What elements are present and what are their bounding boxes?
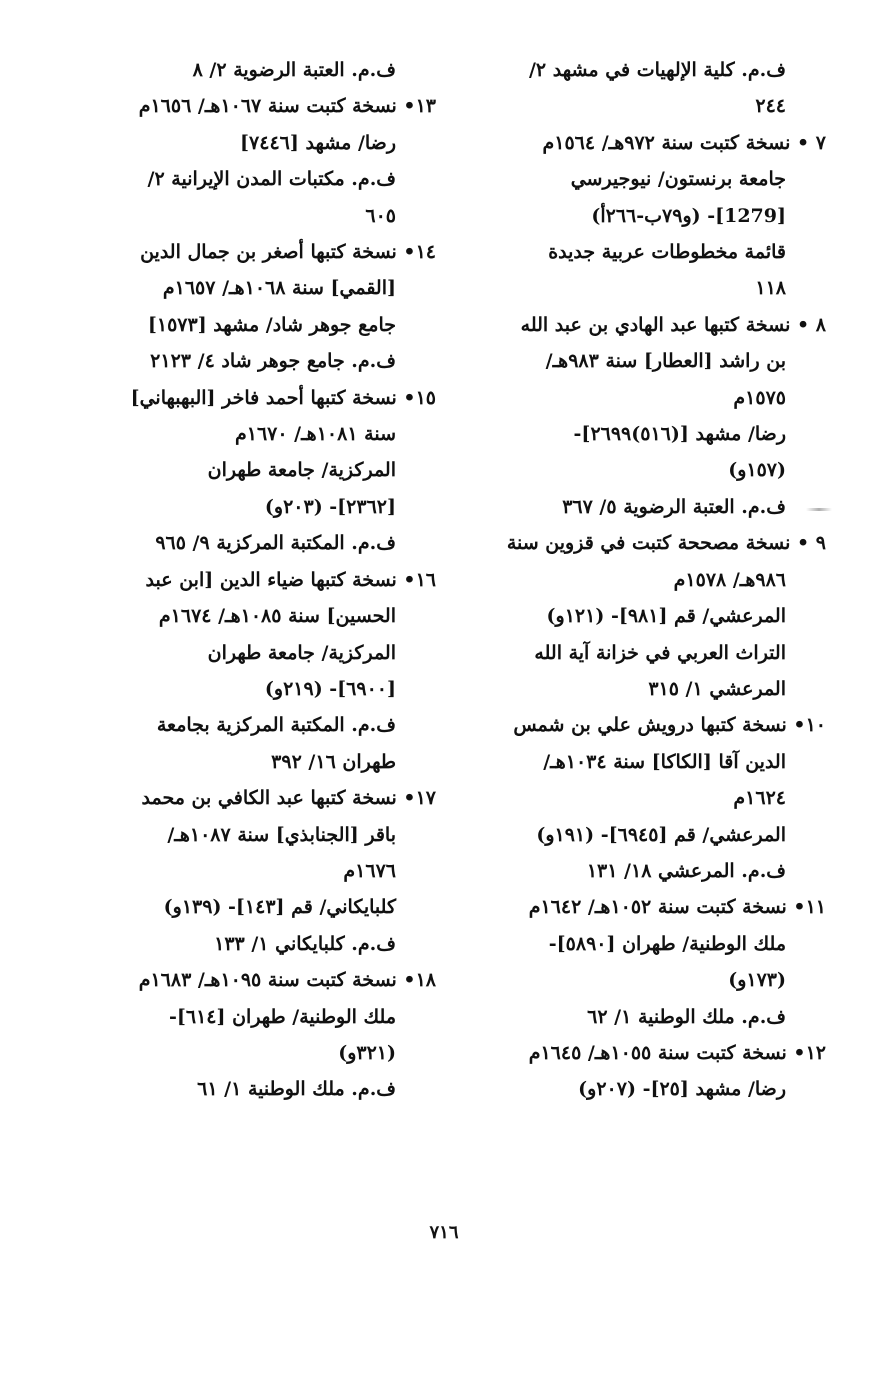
entry-continuation [486,52,826,125]
entry-heading: ١٤• نسخة كتبها أصغر بن جمال الدين [140,241,436,264]
left-column [96,52,436,1108]
entry-line: التراث العربي في خزانة آية الله [534,641,786,664]
entry-line: سنة ١٠٨١هـ/ ١٦٧٠م [234,423,396,446]
manuscript-entry [96,88,436,234]
entry-heading: ١٣• نسخة كتبت سنة ١٠٦٧هـ/ ١٦٥٦م [138,95,436,118]
entry-line: ف.م. العتبة الرضوية ٥/ ٣٦٧ [562,495,786,518]
manuscript-entry [96,380,436,562]
entry-line: ٩٨٦هـ/ ١٥٧٨م [673,568,786,591]
entry-line: ف.م. مكتبات المدن الإيرانية ٢/ [147,168,396,191]
entry-heading: ٩ • نسخة مصححة كتبت في قزوين سنة [506,532,826,555]
entry-line: ١٥٧٥م [733,386,786,409]
entry-heading: ١٨• نسخة كتبت سنة ١٠٩٥هـ/ ١٦٨٣م [138,969,436,992]
entry-line: الحسين] سنة ١٠٨٥هـ/ ١٦٧٤م [158,605,396,628]
entry-line: المرعشي/ قم [٩٨١]- (١٢١و) [546,605,786,628]
entry-line: [القمي] سنة ١٠٦٨هـ/ ١٦٥٧م [162,277,396,300]
manuscript-entry [486,889,826,1035]
entry-continuation [96,52,436,88]
manuscript-entry [96,562,436,780]
entry-line: ٦٠٥ [365,204,396,227]
entry-heading: ١٧• نسخة كتبها عبد الكافي بن محمد [141,787,436,810]
entry-line: ف.م. المرعشي ١٨/ ١٣١ [586,859,786,882]
entry-line: ١١٨ [755,277,786,300]
entry-line: المركزية/ جامعة طهران [207,459,396,482]
entry-line: ف.م. كلبايكاني ١/ ١٣٣ [214,932,396,955]
entry-line: المركزية/ جامعة طهران [207,641,396,664]
entry-line: ف.م. كلية الإلهيات في مشهد ٢/ [528,59,786,81]
entry-line: ف.م. ملك الوطنية ١/ ٦٢ [587,1005,786,1028]
entry-line: رضا/ مشهد [(٥١٦)٢٦٩٩]- [573,423,786,446]
entry-line: ف.م. المكتبة المركزية ٩/ ٩٦٥ [155,532,396,555]
entry-heading: ١٥• نسخة كتبها أحمد فاخر [البهبهاني] [130,386,436,409]
page-number: ٧١٦ [429,1222,459,1243]
entry-line: قائمة مخطوطات عربية جديدة [548,241,786,264]
entry-heading: ٧ • نسخة كتبت سنة ٩٧٢هـ/ ١٥٦٤م [542,131,826,154]
right-column [486,52,826,1108]
manuscript-entry [486,1035,826,1108]
entry-line: الدين آقا [الكاكا] سنة ١٠٣٤هـ/ [543,750,786,773]
entry-line: (٣٢١و) [338,1041,396,1064]
entry-line: ملك الوطنية/ طهران [٥٨٩٠]- [548,932,786,955]
entry-line: طهران ١٦/ ٣٩٢ [271,750,396,773]
entry-line: (١٧٣و) [728,969,786,992]
entry-line: ملك الوطنية/ طهران [٦١٤]- [168,1005,396,1028]
entry-heading: ١١• نسخة كتبت سنة ١٠٥٢هـ/ ١٦٤٢م [528,896,826,919]
entry-line: جامع جوهر شاد/ مشهد [١٥٧٣] [147,313,396,336]
entry-line: رضا/ مشهد [٢٥]- (٢٠٧و) [578,1078,786,1101]
entry-line: ٢٤٤ [755,95,786,118]
entry-line: المرعشي/ قم [٦٩٤٥]- (١٩١و) [536,823,786,846]
manuscript-entry [96,780,436,962]
entry-line: (١٥٧و) [728,459,786,482]
entry-line: [1279]- (و٧٩ب-٢٦٦أ) [591,204,786,227]
manuscript-entry [96,962,436,1108]
entry-line: كلبايكاني/ قم [١٤٣]- (١٣٩و) [163,896,396,919]
manuscript-entry [96,234,436,380]
entry-line: باقر [الجنابذي] سنة ١٠٨٧هـ/ [167,823,396,846]
entry-line: ف.م. ملك الوطنية ١/ ٦١ [197,1078,396,1101]
entry-line: جامعة برنستون/ نيوجيرسي [570,168,786,191]
manuscript-entry [486,307,826,525]
manuscript-entry [486,525,826,707]
entry-line: [٢٣٦٢]- (٢٠٣و) [264,495,396,518]
entry-line: ف.م. المكتبة المركزية بجامعة [156,714,396,737]
entry-line: المرعشي ١/ ٣١٥ [648,677,786,700]
manuscript-entry [486,125,826,307]
entry-line: [٦٩٠٠]- (٢١٩و) [264,677,396,700]
entry-line: ١٦٧٦م [343,859,396,882]
entry-heading: ١٠• نسخة كتبها درويش علي بن شمس [513,714,826,737]
entry-heading: ١٢• نسخة كتبت سنة ١٠٥٥هـ/ ١٦٤٥م [528,1041,826,1064]
manuscript-entry [486,707,826,889]
entry-line: ف.م. العتبة الرضوية ٢/ ٨ [192,59,396,81]
entry-line: رضا/ مشهد [٧٤٤٦] [240,131,396,154]
entry-heading: ٨ • نسخة كتبها عبد الهادي بن عبد الله [520,313,826,336]
entry-line: ١٦٢٤م [733,787,786,810]
scan-artifact [806,508,832,511]
entry-heading: ١٦• نسخة كتبها ضياء الدين [ابن عبد [145,568,436,591]
entry-line: بن راشد [العطار] سنة ٩٨٣هـ/ [545,350,786,373]
entry-line: ف.م. جامع جوهر شاد ٤/ ٢١٢٣ [150,350,396,373]
